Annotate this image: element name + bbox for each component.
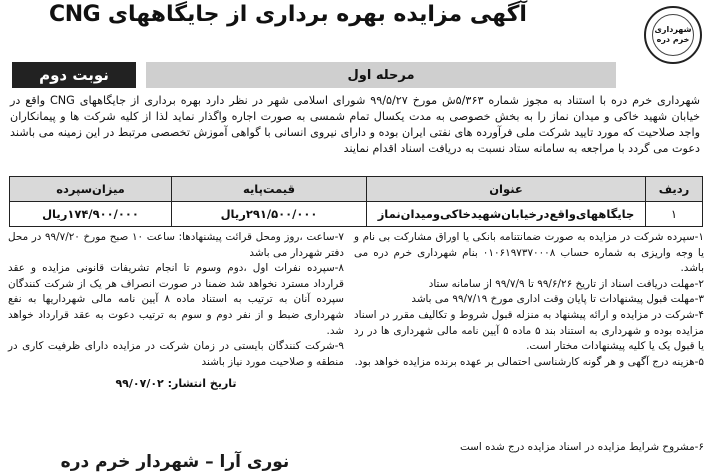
term-item: ۷-ساعت ،روز ومحل قرائت پیشنهادها: ساعت ۱۰ صبح مورخ ۹۹/۷/۲۰ در محل دفتر شهردار می باشد [8,231,344,259]
terms-left-column [8,230,344,392]
col-header-row-number: ردیف [646,177,703,202]
term-item: ۵-هزینه درج آگهی و هر گونه کارشناسی احتمالی بر عهده برنده مزایده خواهد بود. [354,355,704,368]
municipality-seal-logo [644,6,702,64]
term-item: ۳-مهلت قبول پیشنهادات تا پایان وقت اداری مورخ ۹۹/۷/۱۹ می باشد [411,293,704,306]
mayor-signature: نوری آرا – شهردار خرم دره [60,452,290,472]
tender-table [9,176,703,227]
seal-inner [652,14,694,56]
table-row [10,202,703,227]
term-item-last: ۶-مشروح شرایط مزایده در اسناد مزایده درج شده است [459,441,704,453]
cell-row-number: ۱ [646,202,703,227]
col-header-deposit: میزان‌سپرده [10,177,172,202]
cell-base-price: ۲۹۱/۵۰۰/۰۰۰ریال [172,202,367,227]
notice-title: آگهی مزایده بهره برداری از جایگاههای CNG [49,2,527,27]
publish-date: تاریخ انتشار: ۹۹/۰۷/۰۲ [115,377,237,391]
term-item: ۴-شرکت در مزایده و ارائه پیشنهاد به منزله قبول شروط و تکالیف مقرر در اسناد مزایده بوده و شهرداری به استناد بند ۵ ماده ۵ آیین نامه مالی شهرداری ها در رد یا قبول یک یا کلیه پیشنهادات مختار است. [354,308,704,353]
term-item: ۹-شرکت کنندگان بایستی در زمان شرکت در مزایده دارای ظرفیت کاری در منطقه و صلاحیت مورد نیاز باشند [8,340,344,368]
phase-banner: مرحله اول [146,62,616,88]
cell-deposit: ۱۷۴/۹۰۰/۰۰۰ریال [10,202,172,227]
cell-title: جایگاههای‌واقع‌در‌خیابان‌شهید‌خاکی‌و‌میدان‌نماز [367,202,646,227]
seal-text-line: شهرداری [654,25,692,34]
terms-right-column [354,230,704,370]
round-badge: نوبت دوم [12,62,136,88]
seal-text-line: خرم دره [656,35,690,44]
col-header-base-price: قیمت‌پایه [172,177,367,202]
table-header-row [10,177,703,202]
intro-paragraph: شهرداری خرم دره با استناد به مجوز شماره ۵/۳۶۳ش مورخ ۹۹/۵/۲۷ شورای اسلامی شهر در نظر دارد بهره برداری از جایگاههای CNG واقع در خیابان شهید خاکی و میدان نماز را به بخش خصوصی به مدت یکسال تمام شمسی به صورت اجاره واگذار نماید لذا از کلیه شرکت ها و پیمانکاران واجد صلاحیت که مورد تایید شرکت ملی فرآورده های نفتی ایران بوده و دارای نیروی انسانی با گواهی آموزش تخصصی مرتبط در این زمینه می باشند دعوت می گردد با مراجعه به سامانه ستاد نسبت به دریافت اسناد اقدام نمایند [10,94,701,155]
term-item: ۱-سپرده شرکت در مزایده به صورت ضمانتنامه بانکی یا اوراق مشارکت بی نام و یا وجه واریزی به شماره حساب ۰۱۰۶۱۹۷۳۷۰۰۰۸ بنام شهرداری خرم دره می باشد. [354,231,704,275]
term-item: ۸-سپرده نفرات اول ،دوم وسوم تا انجام تشریفات قانونی مزایده و عقد قرارداد مسترد نخواهد شد ضمنا در صورت انصراف هر یک از شرکت کنندگان سپرده آنان به ترتیب به استناد ماده ۸ آیین نامه مالی شهرداریها به نفع شهرداری ضبط و از نفر دوم و سوم به ترتیب دعوت به عقد قرارداد خواهد شد. [8,262,344,337]
terms-columns [8,230,704,438]
col-header-title: عنوان [367,177,646,202]
term-item: ۲-مهلت دریافت اسناد از تاریخ ۹۹/۶/۲۶ تا ۹۹/۷/۹ از سامانه ستاد [428,277,704,290]
